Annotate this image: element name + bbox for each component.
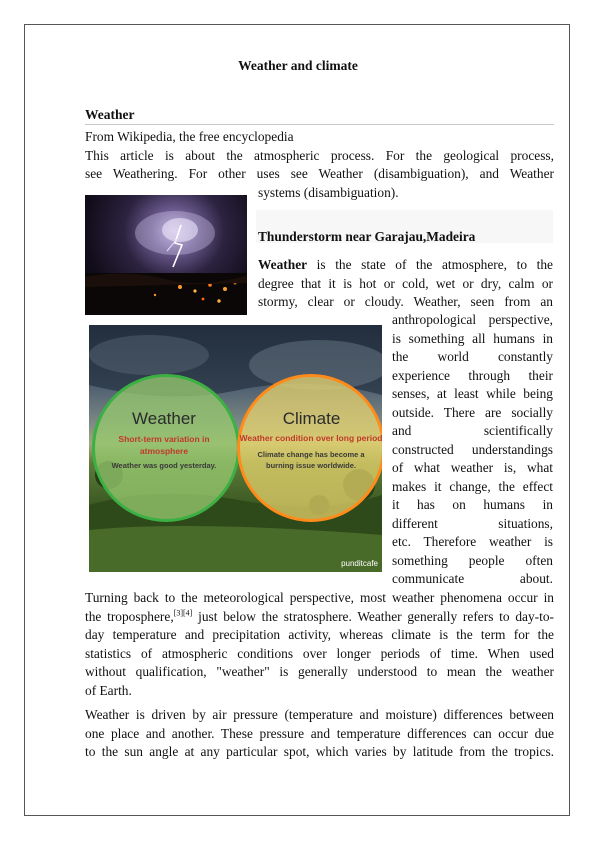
citation-3-4[interactable]: [3][4] bbox=[173, 608, 193, 618]
hatnote-line-3: systems (disambiguation). bbox=[258, 185, 399, 200]
paragraph-2 bbox=[85, 589, 554, 700]
climate-circle-example: Climate change has become a burning issue worldwide. bbox=[257, 450, 365, 470]
para1-line-2: degree that it is hot or cold, wet or dry, calm or bbox=[258, 275, 553, 291]
para1-line-4: anthropological perspective, bbox=[392, 312, 553, 327]
weather-climate-infographic bbox=[89, 325, 382, 572]
figure-caption: Thunderstorm near Garajau,Madeira bbox=[258, 229, 476, 244]
para1-line-1-rest: is the state of the atmosphere, to the bbox=[307, 257, 553, 272]
weather-circle-example: Weather was good yesterday. bbox=[111, 461, 217, 470]
para1-line-16: etc. Therefore weather is bbox=[392, 534, 553, 549]
climate-circle bbox=[237, 374, 382, 522]
hatnote-line-2: see Weathering. For other uses see Weather (disambiguation), and Weather bbox=[85, 166, 554, 181]
para1-line-7: experience through their bbox=[392, 367, 553, 383]
para1-line-14: it has on humans in bbox=[392, 497, 553, 512]
para2-line-2 bbox=[85, 608, 554, 627]
hatnote-line-1: This article is about the atmospheric process. For the geological process, bbox=[85, 148, 554, 163]
para3-line-2: one place and another. These pressure and temperature differences can occur due bbox=[85, 725, 554, 741]
para3-line-3: to the sun angle at any particular spot, which varies by latitude from the tropics. bbox=[85, 744, 554, 759]
troposphere-text: the troposphere, bbox=[85, 608, 174, 624]
section-heading: Weather bbox=[85, 107, 554, 125]
paragraph-1-top bbox=[258, 256, 553, 312]
para2-line-5: without qualification, "weather" is generally understood to mean the weather bbox=[85, 664, 554, 679]
para1-line-11: constructed understandings bbox=[392, 441, 553, 457]
climate-circle-definition: Weather condition over long period bbox=[239, 433, 382, 443]
paragraph-1-side bbox=[392, 311, 553, 589]
para1-line-3: stormy, clear or cloudy. Weather, seen from an bbox=[258, 294, 553, 309]
para2-line-6: of Earth. bbox=[85, 682, 132, 698]
bold-lead-term: Weather bbox=[258, 257, 308, 272]
para1-line-6: the world constantly bbox=[392, 349, 553, 364]
para1-line-18: communicate about. bbox=[392, 571, 553, 586]
weather-circle-title: Weather bbox=[132, 409, 196, 428]
climate-circle-title: Climate bbox=[282, 409, 341, 428]
para1-line-8: senses, at least while being bbox=[392, 386, 553, 401]
para1-line-5: is something all humans in bbox=[392, 330, 553, 346]
weather-circle-definition: Short-term variation in atmosphere bbox=[118, 434, 210, 456]
para1-line-1 bbox=[258, 256, 553, 275]
para1-line-9: outside. There are socially bbox=[392, 404, 553, 420]
para2-line-1: Turning back to the meteorological perspective, most weather phenomena occur in bbox=[85, 590, 554, 605]
para2-line-3: day temperature and precipitation activity, whereas climate is the term for the bbox=[85, 627, 554, 642]
para3-line-1: Weather is driven by air pressure (temperature and moisture) differences between bbox=[85, 707, 554, 722]
para1-line-10: and scientifically bbox=[392, 423, 553, 438]
para1-line-15: different situations, bbox=[392, 515, 553, 531]
document-title: Weather and climate bbox=[238, 58, 358, 73]
paragraph-3 bbox=[85, 706, 554, 762]
punditcafe-watermark: punditcafe bbox=[341, 559, 378, 568]
para1-line-17: something people often bbox=[392, 552, 553, 568]
para2-line-4: statistics of atmospheric conditions over longer periods of time. When used bbox=[85, 645, 554, 661]
thunderstorm-photo bbox=[85, 195, 247, 315]
para1-line-13: makes it change, the effect bbox=[392, 478, 553, 494]
para1-line-12: of what weather is, what bbox=[392, 460, 553, 475]
para2-line-2-rest: just below the stratosphere. Weather generally refers to day-to- bbox=[192, 608, 554, 624]
source-line: From Wikipedia, the free encyclopedia bbox=[85, 129, 294, 144]
